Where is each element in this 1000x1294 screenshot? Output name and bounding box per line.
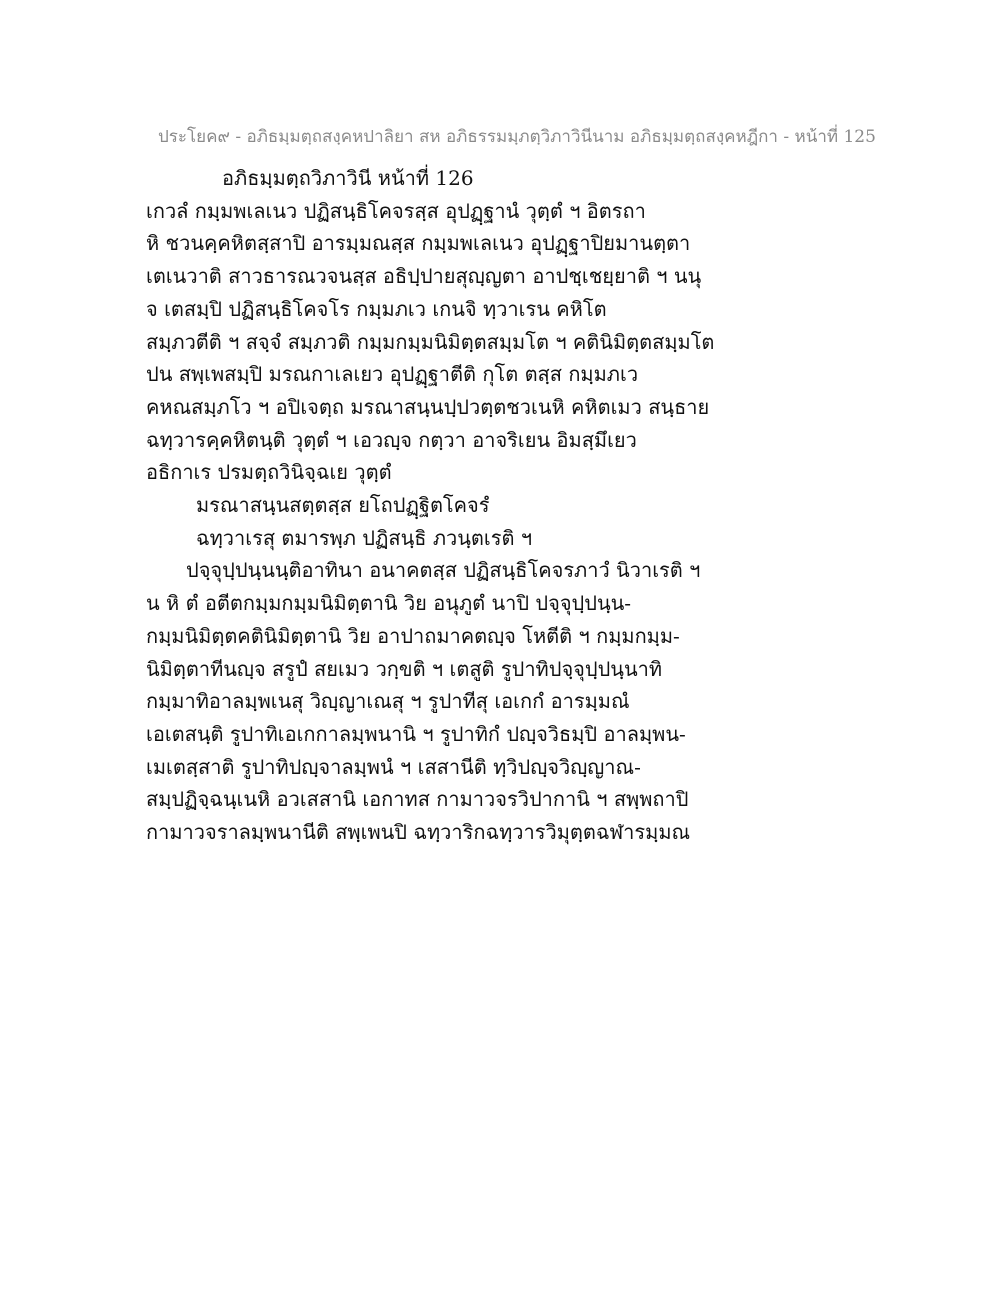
verse-line: ฉทฺวาเรสุ ตมารพฺภ ปฏิสนฺธิ ภวนฺตเรติ ฯ [196, 525, 533, 550]
text-line: เอเตสนฺติ รูปาทิเอเกกาลมฺพนานิ ฯ รูปาทิกํ ปญฺจวิธมฺปิ อาลมฺพน- [146, 721, 686, 746]
verse-line: มรณาสนฺนสตฺตสฺส ยโถปฏฺฐิตโคจรํ [196, 493, 490, 518]
text-line: ปน สพฺเพสมฺปิ มรณกาเลเยว อุปฏฺฐาตีติ กุโต ตสฺส กมฺมภเว [146, 362, 639, 387]
text-line: เมเตสฺสาติ รูปาทิปญฺจาลมฺพนํ ฯ เสสานีติ ทฺวิปญฺจวิญฺญาณ- [146, 754, 641, 779]
page-body [146, 162, 866, 849]
text-line: เตเนวาติ สาวธารณวจนสฺส อธิปฺปายสุญฺญตา อาปชฺเชยฺยาติ ฯ นนุ [146, 264, 702, 289]
text-line: กมฺมาทิอาลมฺพเนสุ วิญฺญาเณสุ ฯ รูปาทีสุ เอเกกํ อารมฺมณํ [146, 689, 630, 714]
paragraph-first-line: ปจฺจุปฺปนฺนนฺติอาทินา อนาคตสฺส ปฏิสนฺธิโคจรภาวํ นิวาเรติ ฯ [186, 558, 701, 583]
running-header: ประโยค๙ - อภิธมฺมตฺถสงฺคหปาลิยา สห อภิธรรมมฺภตฺวิภาวินีนาม อภิธมฺมตฺถสงฺคหฎีกา - หน้าที่ 125 [158, 127, 876, 147]
page-heading: อภิธมฺมตฺถวิภาวินี หน้าที่ 126 [222, 166, 474, 190]
text-line: สมฺปฏิจฺฉนฺเนหิ อวเสสานิ เอกาทส กามาวจรวิปากานิ ฯ สพฺพถาปิ [146, 787, 689, 812]
text-line: จ เตสมฺปิ ปฏิสนฺธิโคจโร กมฺมภเว เกนจิ ทฺวาเรน คหิโต [146, 296, 607, 321]
text-line: คหณสมฺภโว ฯ อปิเจตฺถ มรณาสนฺนปฺปวตฺตชวเนหิ คหิตเมว สนฺธาย [146, 394, 710, 419]
text-line: ฉทฺวารคฺคหิตนฺติ วุตฺตํ ฯ เอวญฺจ กตฺวา อาจริเยน อิมสฺมึเยว [146, 427, 637, 452]
text-line: น หิ ตํ อตีตกมฺมกมฺมนิมิตฺตานิ วิย อนุภูตํ นาปิ ปจฺจุปฺปนฺน- [146, 591, 632, 616]
text-line: หิ ชวนคฺคหิตสฺสาปิ อารมฺมณสฺส กมฺมพเลเนว อุปฏฺฐาปิยมานตฺตา [146, 231, 691, 256]
text-line: เกวลํ กมฺมพเลเนว ปฏิสนฺธิโคจรสฺส อุปฏฺฐานํ วุตฺตํ ฯ อิตรถา [146, 198, 646, 223]
text-line: กมฺมนิมิตฺตคตินิมิตฺตานิ วิย อาปาถมาคตญฺจ โหตีติ ฯ กมฺมกมฺม- [146, 623, 680, 648]
text-line: อธิกาเร ปรมตฺถวินิจฺฉเย วุตฺตํ [146, 460, 392, 485]
text-line: สมฺภวตีติ ฯ สจฺจํ สมฺภวติ กมฺมกมฺมนิมิตฺตสมฺมโต ฯ คตินิมิตฺตสมฺมโต [146, 329, 715, 354]
text-line: กามาวจราลมฺพนานีติ สพฺเพนปิ ฉทฺวาริกฉทฺวารวิมุตฺตฉฬารมฺมณ [146, 820, 691, 845]
text-line: นิมิตฺตาทีนญฺจ สรูปํ สยเมว วกฺขติ ฯ เตสูติ รูปาทิปจฺจุปฺปนฺนาทิ [146, 656, 663, 681]
